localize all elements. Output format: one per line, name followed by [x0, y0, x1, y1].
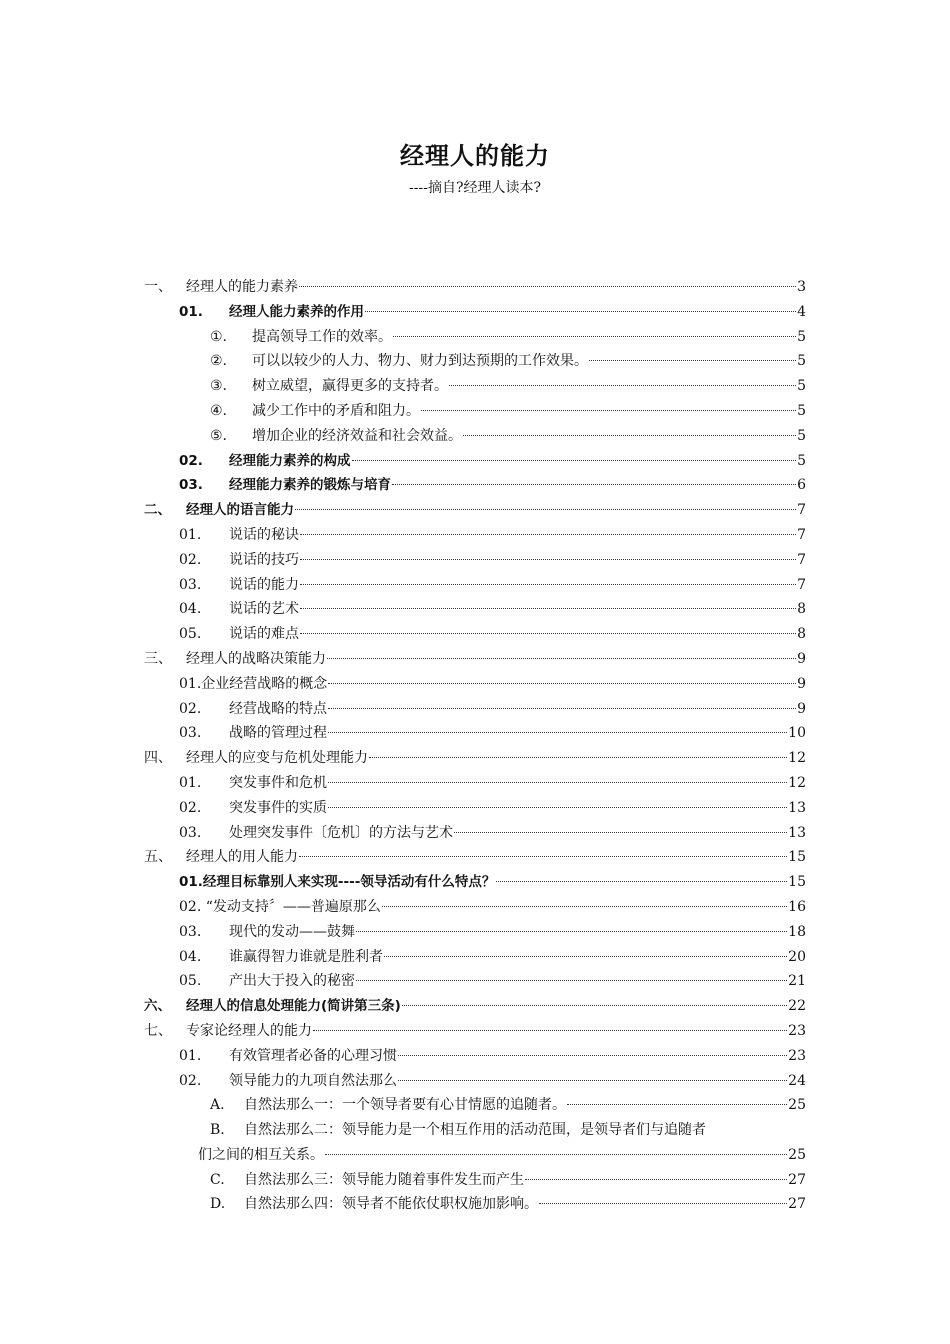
- toc-entry: [144, 498, 806, 523]
- toc-entry: [144, 1093, 806, 1118]
- toc-leader-dots: [398, 1080, 787, 1081]
- toc-leader-dots: [300, 633, 796, 634]
- toc-entry: [144, 622, 806, 647]
- toc-entry: [144, 1069, 806, 1094]
- toc-leader-dots: [328, 782, 787, 783]
- toc-entry-number: 02.: [179, 452, 203, 469]
- toc-page-number: 8: [797, 601, 806, 618]
- toc-entry: [144, 374, 806, 399]
- toc-page-number: 5: [797, 378, 806, 395]
- toc-leader-dots: [356, 980, 787, 981]
- toc-entry: [144, 349, 806, 374]
- toc-entry-number: 四、: [144, 750, 172, 767]
- toc-entry-title: 产出大于投入的秘密: [229, 973, 355, 990]
- toc-entry-number: ④.: [210, 402, 228, 419]
- toc-entry: [144, 399, 806, 424]
- toc-entry-title: 树立威望，赢得更多的支持者。: [252, 378, 448, 395]
- toc-page-number: 21: [788, 973, 806, 990]
- toc-entry-number: 01.: [179, 1047, 202, 1064]
- toc-entry: [144, 821, 806, 846]
- toc-entry-number: A.: [210, 1097, 225, 1114]
- toc-page-number: 15: [788, 849, 806, 866]
- toc-entry-number: 01.: [179, 774, 202, 791]
- toc-entry-title: 经理人的信息处理能力(简讲第三条): [186, 998, 401, 1015]
- toc-leader-dots: [393, 336, 796, 337]
- toc-leader-dots: [392, 484, 796, 485]
- toc-entry-number: 02.: [179, 551, 202, 568]
- toc-entry-title: 可以以较少的人力、物力、财力到达预期的工作效果。: [252, 353, 588, 370]
- toc-entry: [144, 969, 806, 994]
- toc-page-number: 7: [797, 576, 806, 593]
- toc-entry: [144, 449, 806, 474]
- toc-leader-dots: [382, 906, 787, 907]
- toc-page-number: 9: [797, 675, 806, 692]
- toc-entry-title: 说话的艺术: [229, 601, 299, 618]
- toc-entry-number: 05.: [179, 973, 202, 990]
- toc-entry: [144, 1192, 806, 1217]
- toc-leader-dots: [356, 931, 787, 932]
- toc-entry-title: 自然法那么二：领导能力是一个相互作用的活动范围，是领导者们与追随者: [244, 1122, 706, 1139]
- toc-page-number: 7: [797, 526, 806, 543]
- toc-entry-title: 经理能力素养的锻炼与培育: [229, 477, 391, 494]
- toc-leader-dots: [352, 460, 797, 461]
- toc-entry-title: 说话的秘诀: [229, 526, 299, 543]
- toc-leader-dots: [313, 1030, 787, 1031]
- toc-entry-number: 六、: [144, 998, 171, 1015]
- toc-entry-continuation: [144, 1143, 806, 1168]
- toc-entry: [144, 300, 806, 325]
- toc-page-number: 7: [797, 551, 806, 568]
- toc-entry: [144, 672, 806, 697]
- toc-leader-dots: [384, 956, 787, 957]
- toc-entry-number: 04.: [179, 601, 202, 618]
- toc-entry-number: 03.: [179, 576, 202, 593]
- toc-entry-title: 经理人的战略决策能力: [186, 650, 326, 667]
- toc-leader-dots: [328, 807, 787, 808]
- toc-leader-dots: [300, 608, 796, 609]
- toc-entry-title: 领导能力的九项自然法那么: [229, 1072, 397, 1089]
- toc-entry-title: 01.经理目标靠别人来实现----领导活动有什么特点？: [179, 874, 496, 891]
- toc-entry-title: 增加企业的经济效益和社会效益。: [252, 427, 462, 444]
- toc-entry-number: 01.: [179, 303, 203, 320]
- toc-leader-dots: [365, 311, 796, 312]
- toc-entry-title: 经理人的应变与危机处理能力: [186, 750, 368, 767]
- toc-entry-number: ⑤.: [210, 427, 228, 444]
- toc-page-number: 5: [797, 452, 806, 469]
- toc-page-number: 8: [797, 626, 806, 643]
- toc-entry: [144, 424, 806, 449]
- toc-entry-number: 七、: [144, 1022, 172, 1039]
- toc-entry-number: ①.: [210, 328, 228, 345]
- toc-page-number: 25: [788, 1097, 806, 1114]
- toc-entry-number: 04.: [179, 948, 202, 965]
- toc-entry-title: 说话的难点: [229, 626, 299, 643]
- toc-entry: [144, 994, 806, 1019]
- toc-entry-title: 经理人的语言能力: [186, 502, 294, 519]
- toc-page-number: 22: [788, 998, 806, 1015]
- toc-entry-number: 01.: [179, 526, 202, 543]
- toc-page-number: 12: [788, 774, 806, 791]
- toc-entry: [144, 597, 806, 622]
- toc-page-number: 5: [797, 427, 806, 444]
- toc-leader-dots: [421, 410, 796, 411]
- toc-entry-number: 03.: [179, 725, 202, 742]
- toc-entry-title: 说话的能力: [229, 576, 299, 593]
- toc-page-number: 5: [797, 353, 806, 370]
- toc-entry-title: 01.企业经营战略的概念: [179, 675, 328, 692]
- toc-entry-number: 03.: [179, 824, 202, 841]
- toc-leader-dots: [299, 286, 796, 287]
- toc-entry-title: 现代的发动——鼓舞: [229, 923, 355, 940]
- toc-page-number: 25: [788, 1146, 806, 1163]
- toc-entry: [144, 275, 806, 300]
- toc-page-number: 6: [797, 477, 806, 494]
- toc-entry: [144, 523, 806, 548]
- toc-leader-dots: [369, 757, 787, 758]
- toc-page-number: 12: [788, 750, 806, 767]
- toc-leader-dots: [327, 658, 796, 659]
- toc-entry: [144, 796, 806, 821]
- toc-entry-title: 自然法那么四：领导者不能依仗职权施加影响。: [244, 1196, 538, 1213]
- toc-page-number: 13: [788, 824, 806, 841]
- toc-leader-dots: [449, 385, 796, 386]
- toc-page-number: 18: [788, 923, 806, 940]
- document-subtitle: ----摘自?经理人读本?: [409, 180, 541, 196]
- toc-entry-title: 处理突发事件〔危机〕的方法与艺术: [229, 824, 453, 841]
- toc-entry: [144, 920, 806, 945]
- toc-page-number: 13: [788, 799, 806, 816]
- toc-leader-dots: [299, 856, 787, 857]
- toc-leader-dots: [463, 435, 796, 436]
- toc-entry-number: 03.: [179, 923, 202, 940]
- toc-entry: [144, 1044, 806, 1069]
- toc-page-number: 9: [797, 700, 806, 717]
- toc-page-number: 23: [788, 1047, 806, 1064]
- toc-leader-dots: [300, 584, 796, 585]
- toc-entry: [144, 945, 806, 970]
- toc-entry-number: 02.: [179, 799, 202, 816]
- toc-entry-number: ③.: [210, 378, 228, 395]
- toc-entry-number: 三、: [144, 650, 172, 667]
- toc-leader-dots: [300, 559, 796, 560]
- toc-entry-title: 战略的管理过程: [229, 725, 327, 742]
- toc-entry-title: 自然法那么一：一个领导者要有心甘情愿的追随者。: [244, 1097, 566, 1114]
- toc-entry: [144, 1118, 806, 1143]
- toc-entry-title: 经理能力素养的构成: [229, 452, 351, 469]
- toc-page-number: 5: [797, 402, 806, 419]
- toc-entry: [144, 1019, 806, 1044]
- toc-entry-number: C.: [210, 1171, 225, 1188]
- toc-entry-title: 经理人能力素养的作用: [229, 303, 364, 320]
- toc-page-number: 4: [797, 303, 806, 320]
- toc-page-number: 24: [788, 1072, 806, 1089]
- toc-leader-dots: [539, 1203, 787, 1204]
- toc-entry: [144, 870, 806, 895]
- toc-entry-title: 经理人的用人能力: [186, 849, 298, 866]
- toc-entry-number: D.: [210, 1196, 226, 1213]
- toc-entry-title: 有效管理者必备的心理习惯: [229, 1047, 397, 1064]
- toc-leader-dots: [328, 732, 787, 733]
- toc-entry-number: 一、: [144, 279, 172, 295]
- toc-page-number: 16: [788, 898, 806, 915]
- toc-entry-number: ②.: [210, 353, 228, 370]
- toc-leader-dots: [295, 509, 796, 510]
- toc-page-number: 7: [797, 502, 806, 519]
- toc-page-number: 15: [788, 874, 806, 891]
- toc-leader-dots: [398, 1055, 787, 1056]
- toc-entry-title: 经理人的能力素养: [186, 279, 298, 295]
- toc-leader-dots: [328, 683, 796, 684]
- toc-entry: [144, 771, 806, 796]
- toc-entry: [144, 895, 806, 920]
- toc-leader-dots: [300, 534, 796, 535]
- toc-leader-dots: [402, 1005, 787, 1006]
- toc-entry-title: 专家论经理人的能力: [186, 1022, 312, 1039]
- toc-entry-title-continued: 们之间的相互关系。: [198, 1146, 324, 1163]
- toc-entry: [144, 697, 806, 722]
- toc-entry-number: 02.: [179, 1072, 202, 1089]
- toc-entry: [144, 325, 806, 350]
- toc-entry-title: 减少工作中的矛盾和阻力。: [252, 402, 420, 419]
- toc-leader-dots: [454, 832, 787, 833]
- toc-entry-title: 突发事件的实质: [229, 799, 327, 816]
- toc-entry-number: 二、: [144, 502, 171, 519]
- toc-entry-title: 谁赢得智力谁就是胜利者: [229, 948, 383, 965]
- toc-page-number: 9: [797, 650, 806, 667]
- toc-entry: [144, 573, 806, 598]
- document-title: 经理人的能力: [400, 142, 550, 170]
- toc-leader-dots: [525, 1179, 787, 1180]
- toc-page-number: 20: [788, 948, 806, 965]
- toc-page-number: 5: [797, 328, 806, 345]
- toc-entry-title: 02. “发动支持〞——普遍原那么: [179, 898, 381, 915]
- toc-entry-number: 03.: [179, 477, 203, 494]
- toc-entry-title: 自然法那么三：领导能力随着事件发生而产生: [244, 1171, 524, 1188]
- toc-entry: [144, 721, 806, 746]
- toc-entry: [144, 473, 806, 498]
- toc-entry-number: B.: [210, 1122, 225, 1139]
- table-of-contents: [144, 275, 806, 1217]
- toc-entry-number: 五、: [144, 849, 172, 866]
- toc-page-number: 10: [788, 725, 806, 742]
- toc-entry: [144, 746, 806, 771]
- toc-entry-title: 经营战略的特点: [229, 700, 327, 717]
- toc-entry: [144, 845, 806, 870]
- toc-leader-dots: [589, 360, 796, 361]
- toc-page-number: 27: [788, 1171, 806, 1188]
- toc-entry-title: 提高领导工作的效率。: [252, 328, 392, 345]
- toc-page-number: 23: [788, 1022, 806, 1039]
- toc-entry-title: 突发事件和危机: [229, 774, 327, 791]
- toc-leader-dots: [325, 1154, 787, 1155]
- toc-page-number: 27: [788, 1196, 806, 1213]
- toc-entry-number: 05.: [179, 626, 202, 643]
- toc-entry: [144, 1168, 806, 1193]
- toc-entry: [144, 548, 806, 573]
- toc-leader-dots: [328, 708, 796, 709]
- toc-leader-dots: [496, 881, 787, 882]
- toc-entry: [144, 647, 806, 672]
- toc-entry-number: 02.: [179, 700, 202, 717]
- toc-leader-dots: [567, 1104, 787, 1105]
- toc-page-number: 3: [797, 279, 806, 295]
- toc-entry-title: 说话的技巧: [229, 551, 299, 568]
